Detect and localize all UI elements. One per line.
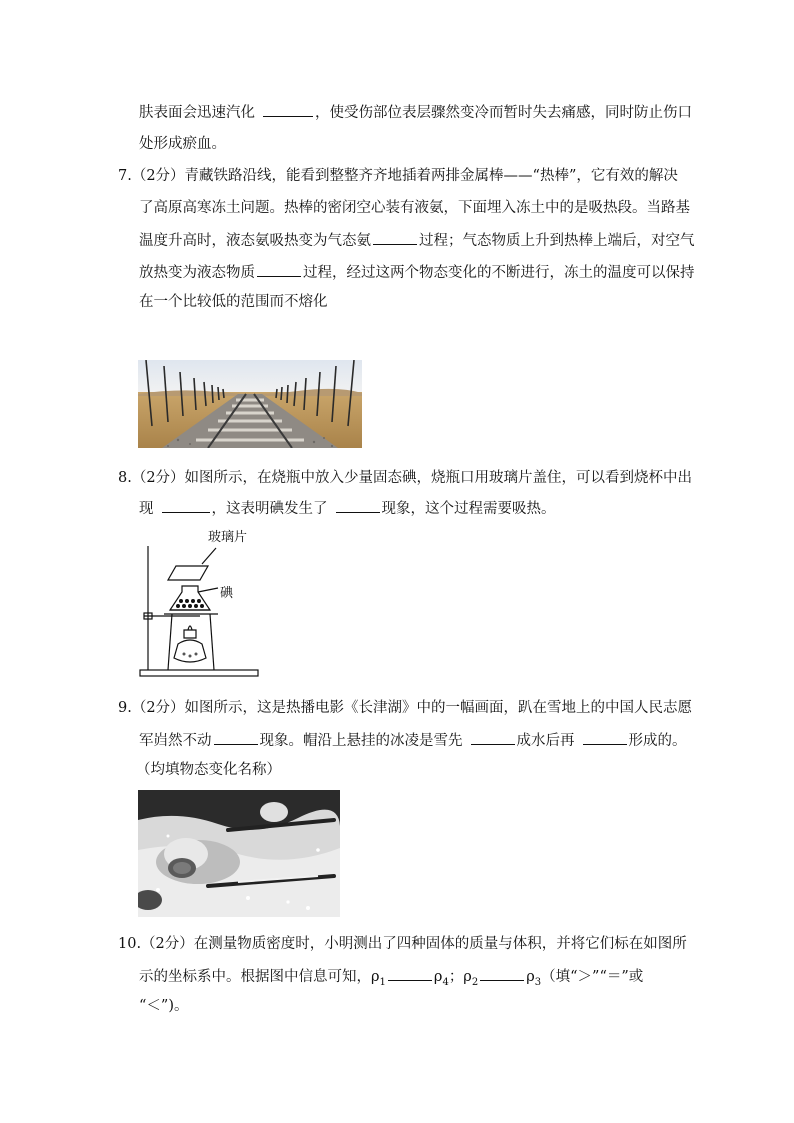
railway-illustration [138,360,362,448]
q10-line-3: “＜”)。 [139,998,189,1014]
rho-4-subscript: 4 [442,976,449,988]
q10-answer-blank-2[interactable] [480,966,524,981]
q8-text-2b: ，这表明碘发生了 [211,501,328,517]
q10-line-1: 10.（2分）在测量物质密度时，小明测出了四种固体的质量与体积，并将它们标在如图所 [118,936,687,952]
q9-line-2 [139,730,687,751]
label-iodine: 碘 [220,586,234,601]
q6-line-2: 处形成瘀血。 [139,136,226,152]
q9-text-2a: 军岿然不动 [139,733,212,749]
q10-text-2a: 示的坐标系中。根据图中信息可知，ρ [139,969,380,985]
q9-text-2b: 现象。帽沿上悬挂的冰凌是雪先 [259,733,463,749]
q8-text-2a: 现 [139,501,154,517]
rho-1-subscript: 1 [379,976,386,988]
q10-line-2 [139,966,643,993]
q10-answer-blank-1[interactable] [388,966,432,981]
q7-text-3a: 温度升高时，液态氨吸热变为气态氨 [139,233,371,249]
q8-answer-blank-1[interactable] [162,498,210,513]
q6-text-a: 肤表面会迅速汽化 [139,105,255,121]
q8-text-2c: 现象，这个过程需要吸热。 [381,501,556,517]
q6-answer-blank[interactable] [263,102,313,117]
snow-soldiers-photo [138,790,340,917]
q7-line-5: 在一个比较低的范围而不熔化 [139,294,328,310]
q6-line-1 [139,102,692,123]
q8-line-1: 8.（2分）如图所示，在烧瓶中放入少量固态碘，烧瓶口用玻璃片盖住，可以看到烧杯中出 [118,470,693,486]
q7-line-2: 了高原高寒冻土问题。热棒的密闭空心装有液氨，下面埋入冻土中的是吸热段。当路基 [139,200,690,216]
q10-separator: ；ρ [448,969,472,985]
rho-2-subscript: 2 [471,976,479,988]
q7-line-1: 7.（2分）青藏铁路沿线，能看到整整齐齐地插着两排金属棒——“热棒”，它有效的解决 [118,168,678,184]
q9-line-1: 9.（2分）如图所示，这是热播电影《长津湖》中的一幅画面，趴在雪地上的中国人民志愿 [118,700,693,716]
apparatus-diagram [138,526,278,680]
q8-line-2 [139,498,556,519]
q7-line-3 [139,230,695,251]
q9-text-2c: 成水后再 [516,733,575,749]
q10-text-2b: （填“＞”“＝”或 [541,969,644,985]
railway-photo [138,360,362,448]
q7-line-4 [139,262,695,283]
q9-line-3: （均填物态变化名称） [136,762,281,778]
rho-4-symbol: ρ [433,969,443,985]
snow-scene-illustration [138,790,340,917]
q9-answer-blank-2[interactable] [471,730,515,745]
rho-3-subscript: 3 [534,976,542,988]
q7-text-4a: 放热变为液态物质 [139,265,255,281]
q8-answer-blank-2[interactable] [336,498,380,513]
label-glass-plate: 玻璃片 [208,530,248,545]
q7-text-4b: 过程，经过这两个物态变化的不断进行，冻土的温度可以保持 [303,265,695,281]
rho-3-symbol: ρ [526,969,535,985]
q7-text-3b: 过程；气态物质上升到热棒上端后，对空气 [419,233,695,249]
q6-text-b: ，使受伤部位表层骤然变冷而暂时失去痛感，同时防止伤口 [315,105,692,121]
q9-text-2d: 形成的。 [628,733,687,749]
q7-answer-blank-1[interactable] [373,230,417,245]
q9-answer-blank-3[interactable] [583,730,627,745]
iodine-apparatus-figure [138,526,278,680]
q9-answer-blank-1[interactable] [214,730,258,745]
q7-answer-blank-2[interactable] [257,262,301,277]
